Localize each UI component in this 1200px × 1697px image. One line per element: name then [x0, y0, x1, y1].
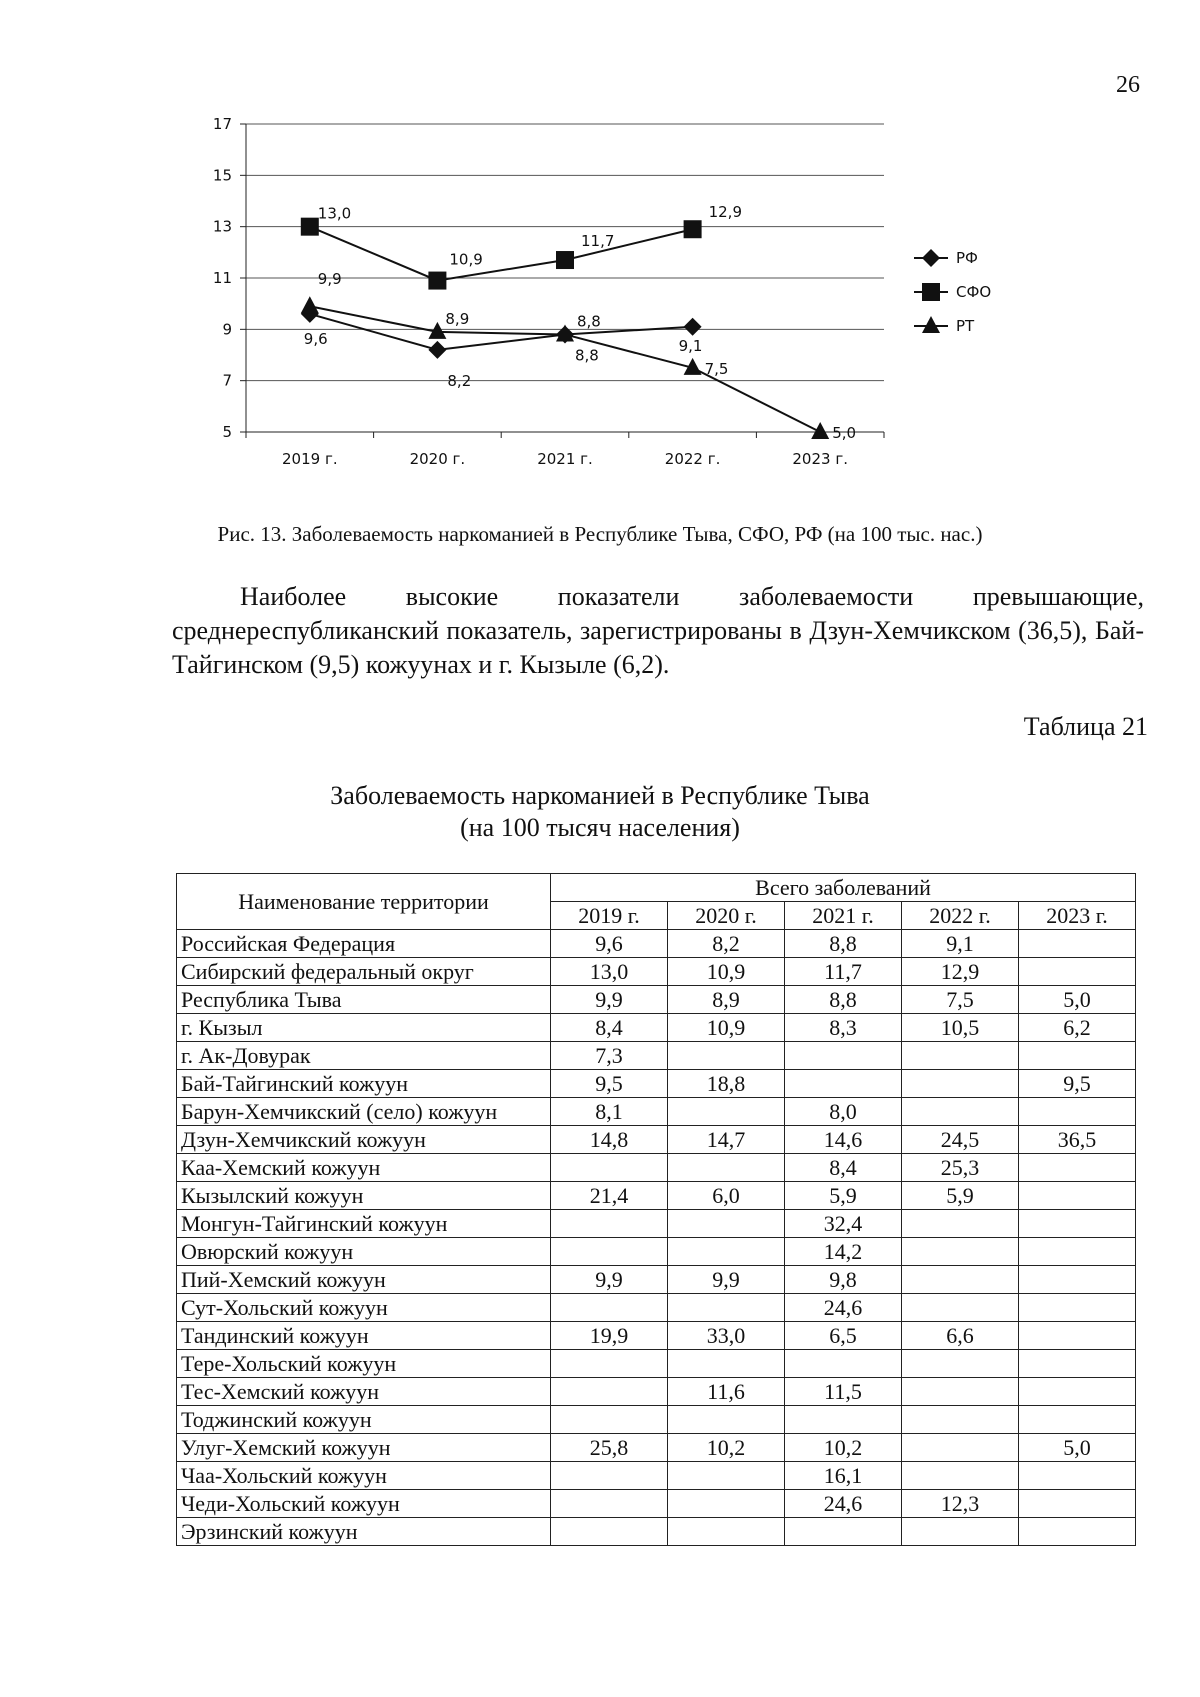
table-cell: [668, 1518, 785, 1546]
table-cell: [902, 1042, 1019, 1070]
territory-name: Тоджинский кожуун: [177, 1406, 551, 1434]
data-label: 9,6: [303, 329, 328, 348]
table-cell: [551, 1406, 668, 1434]
year-header: 2019 г.: [551, 902, 668, 930]
table-cell: 9,9: [551, 1266, 668, 1294]
table-cell: 7,5: [902, 986, 1019, 1014]
table-cell: 33,0: [668, 1322, 785, 1350]
table-cell: 6,2: [1019, 1014, 1136, 1042]
table-cell: 36,5: [1019, 1126, 1136, 1154]
table-cell: 12,3: [902, 1490, 1019, 1518]
point-marker-triangle: [301, 296, 319, 313]
table-cell: [785, 1406, 902, 1434]
table-cell: [902, 1434, 1019, 1462]
table-row: [177, 986, 1136, 1014]
data-label: 8,8: [575, 346, 599, 365]
data-label: 8,2: [447, 371, 472, 390]
y-tick-label: 15: [212, 166, 232, 185]
x-tick-label: 2022 г.: [664, 450, 721, 468]
point-marker-square: [428, 272, 446, 290]
table-cell: [1019, 930, 1136, 958]
table-cell: 8,4: [551, 1014, 668, 1042]
table-cell: 9,5: [1019, 1070, 1136, 1098]
table-cell: 8,0: [785, 1098, 902, 1126]
body-paragraph: Наиболее высокие показатели заболеваемости превышающие, среднереспубликанский показатель, зарегистрированы в Дзун-Хемчикском (36,5), Бай-Тайгинском (9,5) кожуунах и г. Кызыле (6,2).: [172, 582, 1144, 679]
point-marker-diamond: [428, 341, 446, 359]
table-row: [177, 1070, 1136, 1098]
table-cell: 10,2: [785, 1434, 902, 1462]
table-cell: 10,9: [668, 958, 785, 986]
table-row: [177, 1490, 1136, 1518]
table-cell: 21,4: [551, 1182, 668, 1210]
territory-name: Тандинский кожуун: [177, 1322, 551, 1350]
table-title-line2: (на 100 тысяч населения): [460, 813, 740, 842]
data-label: 11,7: [581, 232, 615, 251]
table-row: [177, 1042, 1136, 1070]
territory-name: Сут-Хольский кожуун: [177, 1294, 551, 1322]
territory-name: Тере-Хольский кожуун: [177, 1350, 551, 1378]
table-cell: [785, 1350, 902, 1378]
table-cell: 11,6: [668, 1378, 785, 1406]
table-cell: 6,5: [785, 1322, 902, 1350]
point-marker-diamond: [922, 249, 940, 267]
table-cell: 10,5: [902, 1014, 1019, 1042]
table-row: [177, 1322, 1136, 1350]
table-cell: [785, 1042, 902, 1070]
table-cell: [902, 1098, 1019, 1126]
table-cell: [785, 1518, 902, 1546]
line-chart: [200, 110, 1100, 520]
legend-entry: РТ: [956, 317, 975, 335]
table-cell: 9,1: [902, 930, 1019, 958]
table-cell: [902, 1238, 1019, 1266]
year-header: 2023 г.: [1019, 902, 1136, 930]
chart-svg: [200, 110, 1100, 520]
table-cell: 8,2: [668, 930, 785, 958]
page-number: 26: [1116, 72, 1140, 98]
table-cell: 5,9: [785, 1182, 902, 1210]
table-cell: 9,9: [551, 986, 668, 1014]
territory-name: Чеди-Хольский кожуун: [177, 1490, 551, 1518]
territory-name: Пий-Хемский кожуун: [177, 1266, 551, 1294]
table-cell: [551, 1294, 668, 1322]
legend-entry: СФО: [956, 283, 992, 301]
table-cell: 24,6: [785, 1490, 902, 1518]
table-cell: 6,0: [668, 1182, 785, 1210]
year-header: 2020 г.: [668, 902, 785, 930]
table-cell: 11,5: [785, 1378, 902, 1406]
territory-name: г. Кызыл: [177, 1014, 551, 1042]
table-body: [177, 930, 1136, 1546]
territory-header: Наименование территории: [177, 874, 551, 930]
table-cell: [1019, 1210, 1136, 1238]
table-cell: [1019, 1266, 1136, 1294]
table-row: [177, 1518, 1136, 1546]
table-cell: [902, 1518, 1019, 1546]
table-cell: 14,8: [551, 1126, 668, 1154]
table-cell: [1019, 1322, 1136, 1350]
table-cell: [668, 1238, 785, 1266]
table-cell: [668, 1406, 785, 1434]
table-label: Таблица 21: [1023, 712, 1148, 741]
data-label: 9,9: [317, 270, 342, 289]
table-cell: 13,0: [551, 958, 668, 986]
table-cell: 25,3: [902, 1154, 1019, 1182]
territory-name: г. Ак-Довурак: [177, 1042, 551, 1070]
table-cell: [668, 1210, 785, 1238]
table-cell: 8,1: [551, 1098, 668, 1126]
table-cell: [902, 1378, 1019, 1406]
table-cell: 14,7: [668, 1126, 785, 1154]
data-label: 12,9: [708, 203, 743, 222]
table-cell: [902, 1070, 1019, 1098]
table-cell: [668, 1042, 785, 1070]
table-row: [177, 1350, 1136, 1378]
table-row: [177, 930, 1136, 958]
table-cell: 19,9: [551, 1322, 668, 1350]
table-cell: [1019, 1350, 1136, 1378]
territory-name: Монгун-Тайгинский кожуун: [177, 1210, 551, 1238]
territory-name: Бай-Тайгинский кожуун: [177, 1070, 551, 1098]
table-cell: [1019, 1294, 1136, 1322]
territory-name: Барун-Хемчикский (село) кожуун: [177, 1098, 551, 1126]
data-label: 5,0: [832, 424, 857, 442]
table-cell: 8,4: [785, 1154, 902, 1182]
table-cell: 32,4: [785, 1210, 902, 1238]
table-cell: 24,5: [902, 1126, 1019, 1154]
territory-name: Российская Федерация: [177, 930, 551, 958]
table-cell: [902, 1210, 1019, 1238]
territory-name: Улуг-Хемский кожуун: [177, 1434, 551, 1462]
x-tick-label: 2019 г.: [282, 450, 338, 468]
data-table: [176, 873, 1136, 1546]
group-header: Всего заболеваний: [551, 874, 1136, 902]
territory-name: Кызылский кожуун: [177, 1182, 551, 1210]
table-cell: 8,8: [785, 930, 902, 958]
table-cell: 18,8: [668, 1070, 785, 1098]
data-label: 7,5: [704, 359, 729, 378]
year-header: 2022 г.: [902, 902, 1019, 930]
table-cell: [551, 1518, 668, 1546]
table-cell: [551, 1378, 668, 1406]
y-tick-label: 9: [222, 320, 232, 339]
table-cell: [902, 1462, 1019, 1490]
territory-name: Сибирский федеральный округ: [177, 958, 551, 986]
table-cell: [1019, 1042, 1136, 1070]
table-cell: [902, 1350, 1019, 1378]
table-cell: [902, 1406, 1019, 1434]
table-row: [177, 1182, 1136, 1210]
table-cell: 25,8: [551, 1434, 668, 1462]
y-tick-label: 5: [222, 423, 232, 441]
table-cell: [668, 1490, 785, 1518]
x-tick-label: 2020 г.: [409, 450, 466, 468]
data-label: 9,1: [678, 336, 703, 355]
table-cell: [668, 1350, 785, 1378]
table-cell: [902, 1294, 1019, 1322]
table-cell: [551, 1490, 668, 1518]
table-cell: 8,9: [668, 986, 785, 1014]
table-row: [177, 958, 1136, 986]
territory-name: Эрзинский кожуун: [177, 1518, 551, 1546]
data-label: 13,0: [317, 204, 352, 223]
series-line-diamond: [310, 314, 693, 350]
table-row: [177, 1462, 1136, 1490]
table-cell: 9,5: [551, 1070, 668, 1098]
figure-caption: Рис. 13. Заболеваемость наркоманией в Республике Тыва, СФО, РФ (на 100 тыс. нас.): [217, 522, 983, 546]
table-cell: 7,3: [551, 1042, 668, 1070]
table-cell: [1019, 1490, 1136, 1518]
table-cell: [668, 1462, 785, 1490]
table-cell: [785, 1070, 902, 1098]
table-cell: 24,6: [785, 1294, 902, 1322]
table-cell: [668, 1294, 785, 1322]
table-cell: [902, 1266, 1019, 1294]
table-cell: [551, 1462, 668, 1490]
data-label: 10,9: [449, 250, 483, 269]
table-cell: [551, 1210, 668, 1238]
point-marker-diamond: [684, 318, 702, 336]
table-cell: [1019, 958, 1136, 986]
table-row: [177, 1098, 1136, 1126]
table-cell: [668, 1154, 785, 1182]
table-row: [177, 1406, 1136, 1434]
table-row: [177, 1126, 1136, 1154]
data-label: 8,8: [577, 312, 601, 331]
table-cell: [668, 1098, 785, 1126]
table-row: [177, 1294, 1136, 1322]
point-marker-square: [301, 218, 319, 236]
territory-name: Дзун-Хемчикский кожуун: [177, 1126, 551, 1154]
table-cell: 8,8: [785, 986, 902, 1014]
table-cell: [551, 1154, 668, 1182]
x-tick-label: 2023 г.: [792, 450, 848, 468]
table-row: [177, 1238, 1136, 1266]
series-line-square: [310, 227, 693, 281]
table-cell: 9,9: [668, 1266, 785, 1294]
table-row: [177, 1266, 1136, 1294]
table-cell: 9,6: [551, 930, 668, 958]
table-title: [0, 780, 1200, 844]
table-cell: 10,9: [668, 1014, 785, 1042]
table-cell: [551, 1238, 668, 1266]
table-cell: 16,1: [785, 1462, 902, 1490]
y-tick-label: 13: [212, 217, 232, 236]
table-cell: [1019, 1182, 1136, 1210]
territory-name: Тес-Хемский кожуун: [177, 1378, 551, 1406]
territory-name: Овюрский кожуун: [177, 1238, 551, 1266]
table-cell: [1019, 1098, 1136, 1126]
point-marker-square: [684, 220, 702, 238]
table-cell: 6,6: [902, 1322, 1019, 1350]
table-cell: [1019, 1518, 1136, 1546]
table-row: [177, 1154, 1136, 1182]
point-marker-triangle: [922, 316, 940, 333]
y-tick-label: 17: [212, 115, 232, 133]
table-cell: 5,0: [1019, 1434, 1136, 1462]
table-row: [177, 1210, 1136, 1238]
table-row: [177, 1434, 1136, 1462]
table-cell: [1019, 1378, 1136, 1406]
table-cell: [1019, 1154, 1136, 1182]
table-cell: 14,6: [785, 1126, 902, 1154]
point-marker-square: [922, 283, 940, 301]
table-cell: 5,0: [1019, 986, 1136, 1014]
table-row: [177, 1014, 1136, 1042]
table-cell: [551, 1350, 668, 1378]
table-cell: [1019, 1462, 1136, 1490]
table-cell: 8,3: [785, 1014, 902, 1042]
table-cell: [1019, 1406, 1136, 1434]
territory-name: Каа-Хемский кожуун: [177, 1154, 551, 1182]
year-header: 2021 г.: [785, 902, 902, 930]
territory-name: Республика Тыва: [177, 986, 551, 1014]
y-tick-label: 7: [222, 371, 232, 390]
y-tick-label: 11: [212, 269, 232, 287]
point-marker-triangle: [811, 422, 829, 439]
territory-name: Чаа-Хольский кожуун: [177, 1462, 551, 1490]
table-cell: 11,7: [785, 958, 902, 986]
table-cell: 5,9: [902, 1182, 1019, 1210]
point-marker-square: [556, 251, 574, 269]
table-cell: [1019, 1238, 1136, 1266]
table-cell: 10,2: [668, 1434, 785, 1462]
table-cell: 9,8: [785, 1266, 902, 1294]
table-title-line1: Заболеваемость наркоманией в Республике Тыва: [330, 781, 870, 810]
legend-entry: РФ: [956, 249, 978, 267]
table-row: [177, 1378, 1136, 1406]
data-label: 8,9: [445, 309, 470, 328]
table-cell: 14,2: [785, 1238, 902, 1266]
x-tick-label: 2021 г.: [537, 450, 593, 468]
table-cell: 12,9: [902, 958, 1019, 986]
